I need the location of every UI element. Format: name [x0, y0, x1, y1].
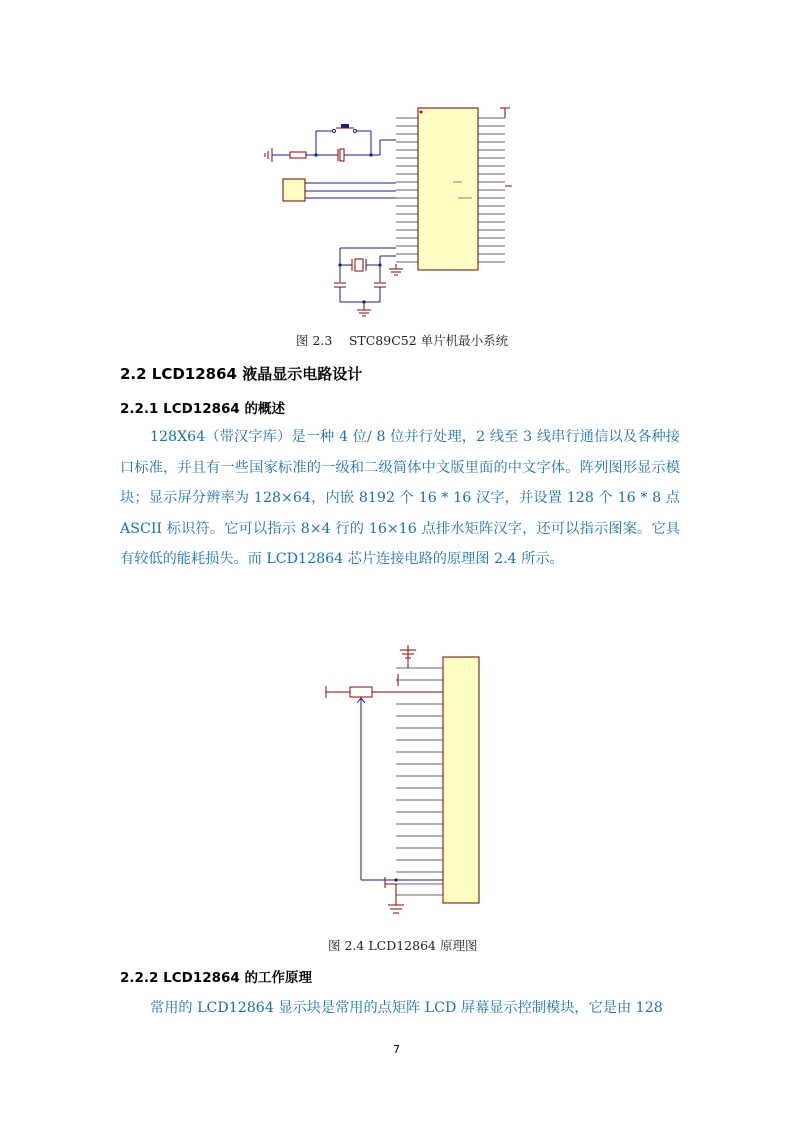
- figure-2-4-caption: 图 2.4 LCD12864 原理图: [328, 938, 478, 953]
- figure-2-3-caption: 图 2.3 STC89C52 单片机最小系统: [296, 333, 509, 348]
- paragraph-text: 128X64（带汉字库）是一种 4 位/ 8 位并行处理，2 线至 3 线串行通信以及各种接口标准，并且有一些国家标准的一级和二级简体中文版里面的中文字体。阵列图形显示模块；显示屏分辨率为 128×64，内嵌 8192 个 16 * 16 汉字，并设置 128 个 16 * 8 点 ASCII 标识符。它可以指示 8×4 行的 16×16 点排水矩阵汉字，还可以指示图案。它具有较低的能耗损失。而 LCD12864 芯片连接电路的原理图 2.4 所示。: [120, 429, 680, 568]
- section-2-2-2-paragraph: [120, 993, 680, 1024]
- section-2-2-2-heading: 2.2.2 LCD12864 的工作原理: [120, 970, 313, 986]
- section-2-2-heading: 2.2 LCD12864 液晶显示电路设计: [120, 365, 363, 383]
- lcd-module: [443, 657, 479, 903]
- page-number: 7: [393, 1043, 400, 1056]
- paragraph-text: 常用的 LCD12864 显示块是常用的点矩阵 LCD 屏幕显示控制模块，它是由 128: [150, 1000, 663, 1016]
- section-2-2-1-heading: 2.2.1 LCD12864 的概述: [120, 401, 286, 417]
